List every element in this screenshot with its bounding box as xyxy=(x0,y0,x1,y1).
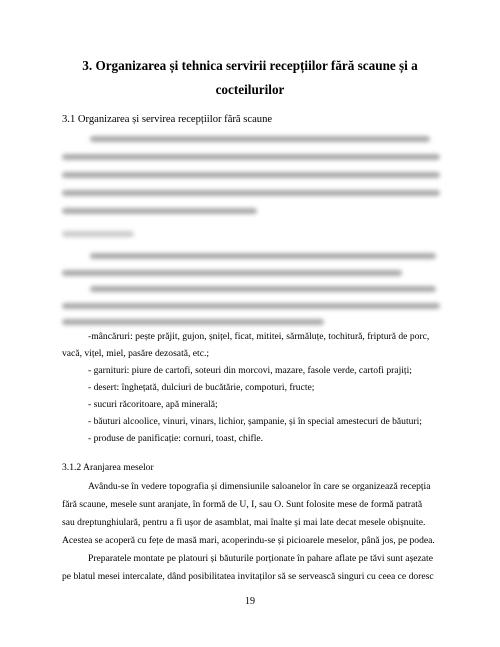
list-item: - produse de panificație: cornuri, toast, chifle. xyxy=(88,433,264,444)
paragraph-line: fără scaune, mesele sunt aranjate, în formă de U, I, sau O. Sunt folosite mese de formă patrată xyxy=(62,499,423,510)
list-item: -mâncăruri: pește prăjit, gujon, șnițel, ficat, mititei, sărmăluțe, tochitură, friptură de porc, xyxy=(88,331,430,342)
paragraph-line: Preparatele montate pe platouri și băuturile porționate în pahare aflate pe tăvi sunt așezate xyxy=(88,553,433,564)
list-item: - garnituri: piure de cartofi, soteuri din morcovi, mazare, fasole verde, cartofi prajiți; xyxy=(88,365,412,376)
paragraph-line: sau dreptunghiulară, pentru a fi ușor de asamblat, mai înalte și mai late decat mesele obișnuite. xyxy=(62,517,426,528)
section-heading-3-1: 3.1 Organizarea și servirea recepțiilor fără scaune xyxy=(62,114,273,125)
list-item: - băuturi alcoolice, vinuri, vinars, lichior, șampanie, și în special amestecuri de băuturi; xyxy=(88,416,422,427)
section-heading-3-1-2: 3.1.2 Aranjarea meselor xyxy=(62,462,154,473)
page-number: 19 xyxy=(245,596,255,607)
chapter-title-line-2: cocteilurilor xyxy=(215,82,285,97)
paragraph-line: Acestea se acoperă cu fețe de masă mari, acoperindu-se și picioarele meselor, până jos, pe podea. xyxy=(62,535,435,546)
list-item: - desert: înghețată, dulciuri de bucătărie, compoturi, fructe; xyxy=(88,382,315,393)
paragraph-line: pe blatul mesei intercalate, dând posibilitatea invitaților să se servească singuri cu ceea ce doresc xyxy=(62,571,434,582)
list-item: vacă, vițel, miel, pasăre dezosată, etc.; xyxy=(62,348,210,359)
paragraph-line: Avându-se în vedere topografia și dimensiunile saloanelor în care se organizează recepția xyxy=(88,481,431,492)
chapter-title-line-1: 3. Organizarea și tehnica servirii recepțiilor fără scaune și a xyxy=(82,58,418,73)
list-item: - sucuri răcoritoare, apă minerală; xyxy=(88,399,218,410)
